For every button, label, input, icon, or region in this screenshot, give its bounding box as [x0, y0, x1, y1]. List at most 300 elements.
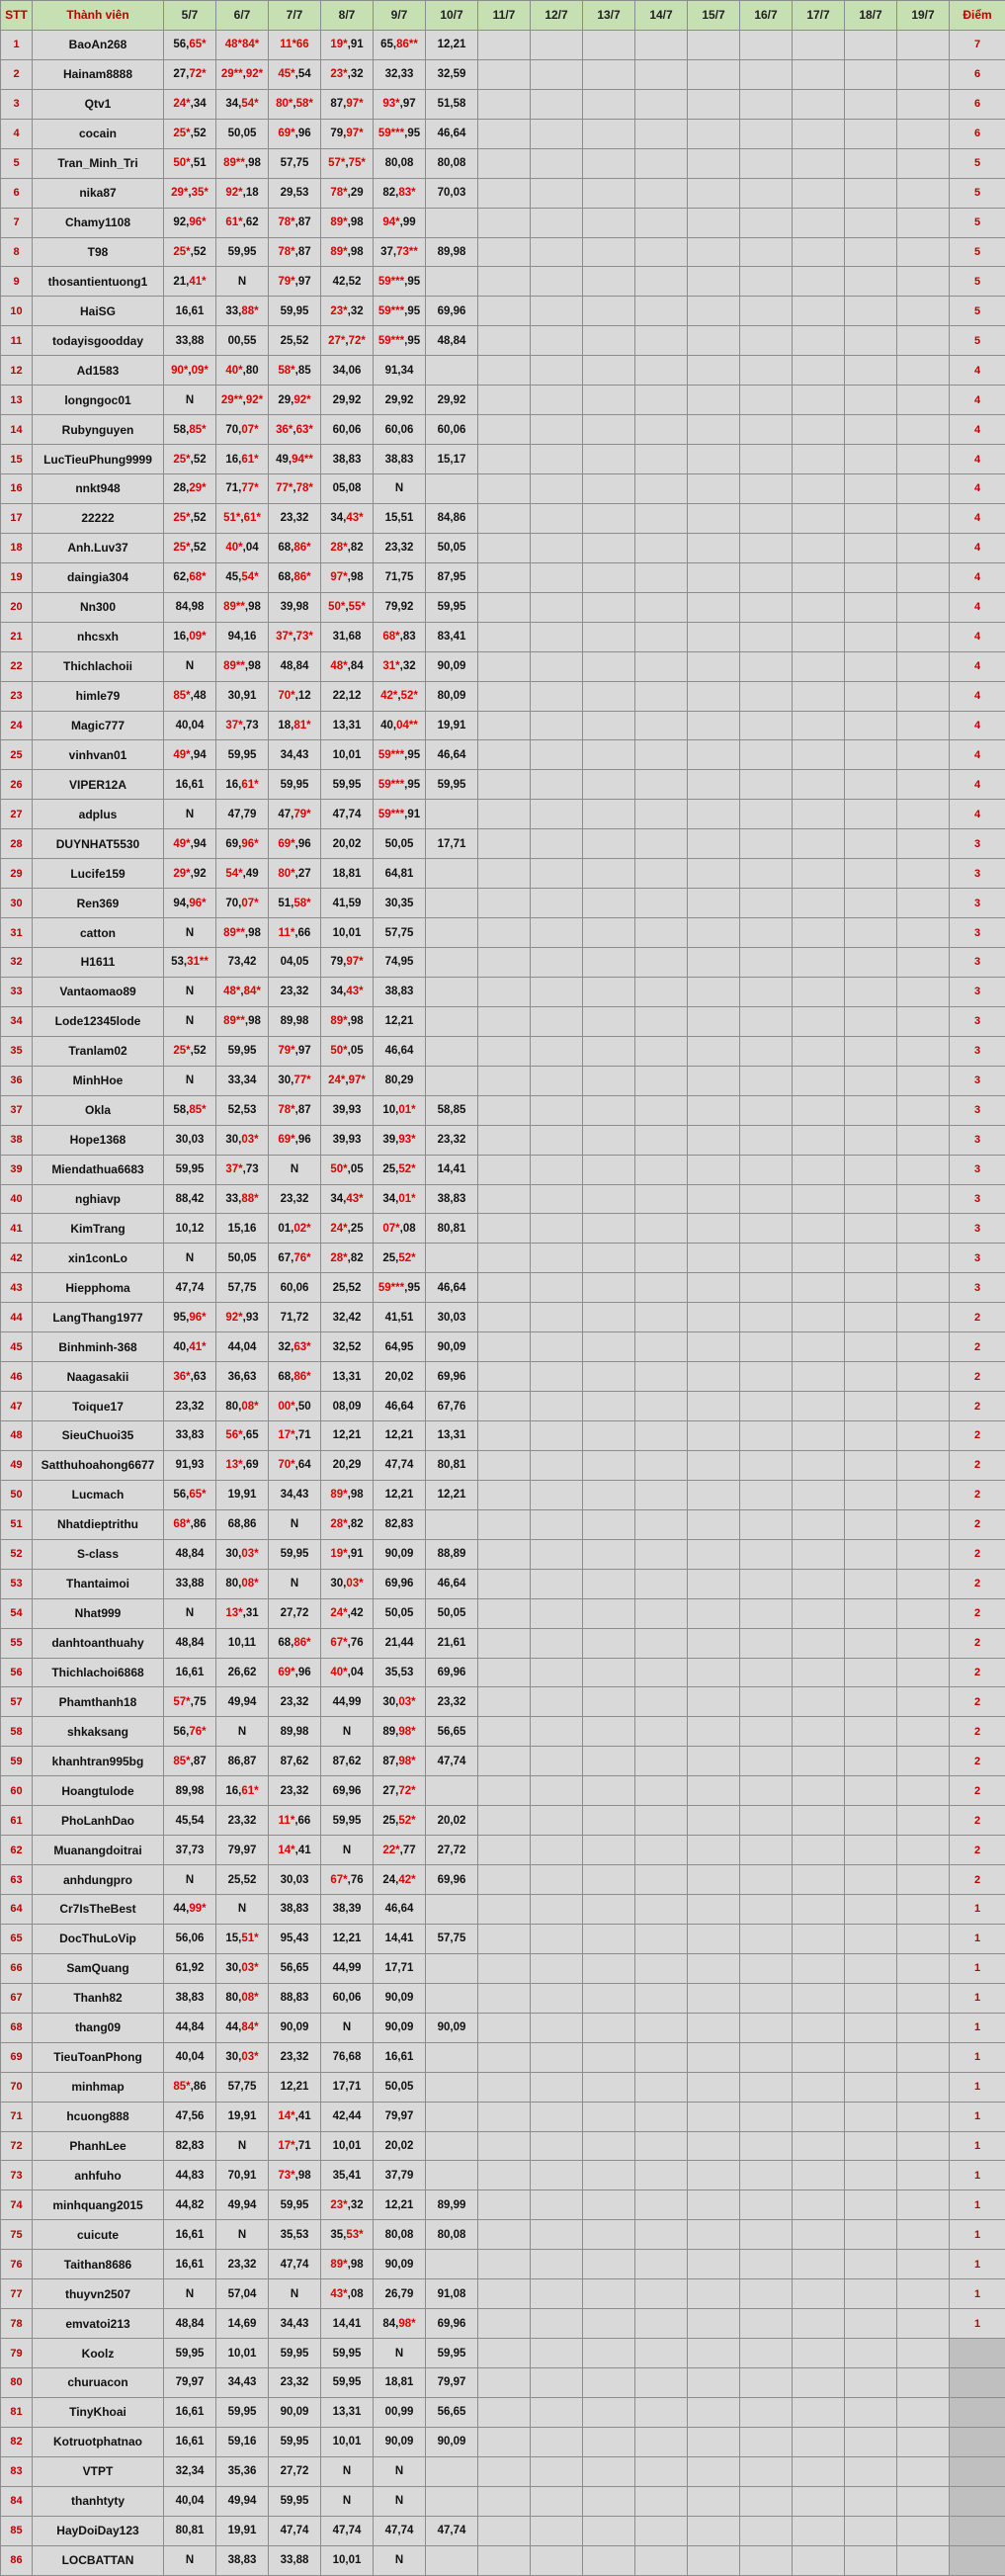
pick-cell — [635, 681, 688, 711]
pick-cell: 90,09 — [426, 651, 478, 681]
pick-cell — [531, 1450, 583, 1480]
pick-cell — [740, 2042, 793, 2072]
pick-number: 84 — [351, 660, 364, 672]
hit-number: 76* — [293, 1252, 310, 1264]
separator: , — [186, 571, 189, 583]
row-stt: 25 — [1, 740, 33, 770]
pick-cell: 12,21 — [374, 2190, 426, 2220]
pick-number: 75 — [194, 1696, 207, 1708]
member-name: Chamy1108 — [33, 208, 164, 237]
pick-cell — [688, 148, 740, 178]
pick-cell — [897, 2102, 950, 2131]
hit-number: 51* — [223, 512, 240, 524]
separator: , — [348, 1015, 351, 1027]
pick-cell — [478, 1924, 531, 1953]
pick-cell: 34,06 — [321, 356, 374, 386]
pick-cell — [374, 30, 426, 59]
pick-cell — [897, 681, 950, 711]
pick-cell: 23,32 — [269, 2368, 321, 2398]
member-name: PhanhLee — [33, 2131, 164, 2161]
pick-cell — [164, 1509, 216, 1539]
header-date: 9/7 — [374, 1, 426, 31]
table-row — [1, 918, 1005, 948]
pick-cell — [583, 1006, 635, 1036]
pick-number: 45 — [225, 571, 238, 583]
pick-cell — [164, 415, 216, 445]
pick-cell — [793, 1244, 845, 1273]
pick-cell: 79,97 — [216, 1836, 269, 1865]
pick-cell — [269, 474, 321, 504]
pick-cell — [845, 386, 897, 415]
pick-cell: 90,09 — [374, 1539, 426, 1569]
pick-cell: 38,39 — [321, 1895, 374, 1925]
pick-cell: 48,84 — [164, 1539, 216, 1569]
score-cell: 4 — [950, 356, 1005, 386]
member-name: longngoc01 — [33, 386, 164, 415]
pick-cell — [793, 1895, 845, 1925]
pick-cell: 47,74 — [321, 800, 374, 829]
pick-cell — [740, 1036, 793, 1066]
hit-number: 52* — [398, 1815, 415, 1827]
pick-cell — [845, 2042, 897, 2072]
separator: , — [295, 2170, 298, 2182]
table-row — [1, 1628, 1005, 1658]
pick-cell — [740, 208, 793, 237]
separator: , — [238, 1992, 241, 2004]
pick-cell: N — [321, 1836, 374, 1865]
pick-cell — [688, 977, 740, 1006]
row-stt: 16 — [1, 474, 33, 504]
pick-number: 41 — [298, 2110, 311, 2122]
pick-cell — [216, 503, 269, 533]
pick-cell — [793, 2486, 845, 2516]
pick-cell — [583, 2397, 635, 2427]
row-stt: 5 — [1, 148, 33, 178]
pick-cell — [531, 1184, 583, 1214]
pick-cell: 67,76 — [426, 1392, 478, 1421]
pick-cell — [583, 2250, 635, 2279]
pick-cell: 50,05 — [216, 1244, 269, 1273]
pick-cell — [845, 119, 897, 148]
pick-cell: 33,88 — [269, 2545, 321, 2575]
hit-number: 69* — [278, 128, 294, 139]
pick-cell — [269, 267, 321, 297]
pick-cell — [478, 59, 531, 89]
pick-cell: 82,83 — [164, 2131, 216, 2161]
separator: , — [295, 690, 298, 702]
separator: , — [186, 1903, 189, 1915]
hit-number: 97* — [346, 128, 363, 139]
pick-cell — [164, 681, 216, 711]
pick-cell — [845, 1184, 897, 1214]
pick-cell — [478, 1244, 531, 1273]
pick-cell — [740, 948, 793, 978]
pick-cell — [321, 1006, 374, 1036]
pick-cell — [583, 1214, 635, 1244]
score-cell: 3 — [950, 1006, 1005, 1036]
pick-number: 34 — [194, 98, 207, 110]
pick-cell — [478, 622, 531, 651]
table-row — [1, 2161, 1005, 2190]
pick-cell — [269, 237, 321, 267]
pick-cell: 14,41 — [426, 1155, 478, 1184]
hit-number: 27* — [328, 335, 345, 347]
pick-cell — [845, 1273, 897, 1303]
pick-cell — [216, 148, 269, 178]
separator: , — [348, 39, 351, 50]
pick-cell — [583, 2042, 635, 2072]
pick-cell: 44,84 — [164, 2013, 216, 2042]
pick-cell — [897, 1421, 950, 1451]
pick-cell — [583, 178, 635, 208]
pick-number: 50 — [298, 1401, 311, 1413]
pick-cell — [216, 178, 269, 208]
pick-cell: 23,32 — [374, 533, 426, 562]
member-name: todayisgoodday — [33, 326, 164, 356]
pick-cell — [321, 1214, 374, 1244]
pick-cell: N — [164, 1006, 216, 1036]
pick-cell — [531, 1628, 583, 1658]
table-row — [1, 770, 1005, 800]
pick-cell — [374, 622, 426, 651]
pick-cell — [583, 386, 635, 415]
pick-cell — [164, 859, 216, 889]
pick-cell — [583, 1392, 635, 1421]
hit-number: 03* — [241, 1962, 258, 1974]
pick-cell: 31,68 — [321, 622, 374, 651]
pick-number: 95 — [407, 335, 420, 347]
pick-cell: 17,71 — [374, 1953, 426, 1983]
pick-number: 34 — [330, 986, 343, 997]
pick-cell: 57,04 — [216, 2279, 269, 2309]
pick-cell — [635, 889, 688, 918]
pick-number: 49 — [246, 868, 259, 880]
pick-cell — [635, 1362, 688, 1392]
pick-cell — [897, 2013, 950, 2042]
pick-cell — [845, 1836, 897, 1865]
hit-number: 29** — [221, 394, 243, 406]
pick-cell — [478, 1569, 531, 1598]
pick-cell: N — [164, 1244, 216, 1273]
pick-cell: 12,21 — [374, 1421, 426, 1451]
pick-cell — [688, 740, 740, 770]
pick-cell — [478, 178, 531, 208]
pick-cell: 46,64 — [426, 740, 478, 770]
pick-cell — [531, 1687, 583, 1717]
pick-cell — [478, 948, 531, 978]
member-name: Rubynguyen — [33, 415, 164, 445]
pick-cell — [164, 1332, 216, 1362]
pick-cell — [845, 829, 897, 859]
separator: , — [291, 1252, 293, 1264]
pick-cell — [740, 2250, 793, 2279]
pick-cell — [635, 30, 688, 59]
pick-cell: 18,81 — [321, 859, 374, 889]
pick-number: 64 — [298, 1459, 311, 1471]
hit-number: 88* — [241, 305, 258, 317]
member-name: Hope1368 — [33, 1125, 164, 1155]
pick-cell — [793, 2309, 845, 2339]
pick-cell — [478, 651, 531, 681]
separator: , — [295, 246, 298, 258]
separator: , — [348, 1252, 351, 1264]
pick-cell — [478, 237, 531, 267]
pick-cell — [688, 2161, 740, 2190]
pick-cell — [897, 770, 950, 800]
row-stt: 39 — [1, 1155, 33, 1184]
hit-number: 98* — [398, 2318, 415, 2330]
pick-cell — [897, 2131, 950, 2161]
pick-cell — [845, 297, 897, 326]
pick-cell — [740, 1747, 793, 1776]
separator: , — [400, 98, 403, 110]
score-cell: 1 — [950, 2279, 1005, 2309]
table-row — [1, 2102, 1005, 2131]
pick-cell — [531, 2131, 583, 2161]
pick-cell — [897, 1569, 950, 1598]
pick-cell: 57,75 — [269, 148, 321, 178]
pick-cell — [897, 237, 950, 267]
pick-cell: 32,59 — [426, 59, 478, 89]
pick-cell — [635, 562, 688, 592]
pick-cell — [531, 445, 583, 474]
pick-cell — [321, 533, 374, 562]
hit-number: 31* — [382, 660, 399, 672]
pick-cell — [688, 208, 740, 237]
member-name: DUYNHAT5530 — [33, 829, 164, 859]
pick-cell — [897, 2220, 950, 2250]
pick-cell — [845, 1303, 897, 1332]
separator: , — [395, 1756, 398, 1767]
pick-cell — [531, 2250, 583, 2279]
pick-cell — [321, 119, 374, 148]
pick-cell: N — [216, 2220, 269, 2250]
row-stt: 4 — [1, 119, 33, 148]
score-cell: 4 — [950, 503, 1005, 533]
pick-cell — [583, 918, 635, 948]
member-name: Koolz — [33, 2339, 164, 2368]
table-row — [1, 1924, 1005, 1953]
table-row — [1, 1392, 1005, 1421]
member-name: KimTrang — [33, 1214, 164, 1244]
row-stt: 33 — [1, 977, 33, 1006]
pick-cell — [583, 119, 635, 148]
pick-cell — [897, 651, 950, 681]
pick-cell — [426, 1983, 478, 2013]
pick-cell: 42,44 — [321, 2102, 374, 2131]
pick-cell — [688, 711, 740, 740]
pick-cell — [740, 918, 793, 948]
pick-cell — [216, 474, 269, 504]
pick-number: 71 — [298, 1429, 311, 1441]
hit-number: 19* — [330, 39, 347, 50]
pick-cell — [688, 237, 740, 267]
pick-cell: 16,61 — [164, 1658, 216, 1687]
pick-cell: 91,34 — [374, 356, 426, 386]
separator: , — [395, 1163, 398, 1175]
pick-cell — [374, 1184, 426, 1214]
hit-number: 54* — [241, 98, 258, 110]
separator: , — [348, 542, 351, 554]
hit-number: 92* — [293, 394, 310, 406]
pick-cell — [897, 1865, 950, 1895]
pick-cell — [426, 2042, 478, 2072]
pick-cell — [269, 1658, 321, 1687]
pick-number: 34 — [330, 1193, 343, 1205]
pick-cell: 40,04 — [164, 2042, 216, 2072]
hit-number: 63* — [293, 1341, 310, 1353]
pick-cell — [583, 1598, 635, 1628]
score-cell: 1 — [950, 2161, 1005, 2190]
pick-cell: 34,43 — [269, 740, 321, 770]
pick-cell — [845, 1480, 897, 1509]
separator: , — [343, 1578, 346, 1589]
pick-number: 12 — [298, 690, 311, 702]
pick-cell: 17,71 — [426, 829, 478, 859]
pick-cell — [635, 2339, 688, 2368]
hit-number: 85* — [173, 690, 190, 702]
pick-cell: 59,95 — [269, 2190, 321, 2220]
pick-cell — [478, 386, 531, 415]
pick-cell — [531, 2190, 583, 2220]
pick-cell — [897, 859, 950, 889]
hit-number: 89* — [330, 1489, 347, 1501]
pick-cell — [793, 2220, 845, 2250]
hit-number: 73** — [396, 246, 418, 258]
pick-cell — [688, 770, 740, 800]
pick-cell: 87,62 — [321, 1747, 374, 1776]
table-row — [1, 2339, 1005, 2368]
hit-number: 96* — [189, 1312, 206, 1324]
score-cell: 6 — [950, 119, 1005, 148]
pick-cell — [321, 1628, 374, 1658]
hit-number: 84* — [244, 986, 261, 997]
pick-number: 86 — [194, 1518, 207, 1530]
member-name: Okla — [33, 1095, 164, 1125]
hit-number: 50* — [328, 601, 345, 613]
separator: , — [291, 1371, 293, 1383]
separator: , — [404, 305, 407, 317]
pick-cell — [740, 89, 793, 119]
pick-cell — [635, 651, 688, 681]
pick-cell: 33,88 — [164, 326, 216, 356]
pick-cell — [793, 977, 845, 1006]
pick-cell — [426, 2072, 478, 2102]
row-stt: 30 — [1, 889, 33, 918]
separator: , — [291, 898, 293, 909]
pick-cell — [531, 1569, 583, 1598]
separator: , — [343, 98, 346, 110]
pick-number: 24 — [382, 1874, 395, 1886]
hit-number: 11* — [279, 927, 295, 939]
pick-cell — [216, 1953, 269, 1983]
pick-cell — [531, 1125, 583, 1155]
score-cell: 4 — [950, 622, 1005, 651]
pick-cell: 12,21 — [269, 2072, 321, 2102]
row-stt: 26 — [1, 770, 33, 800]
pick-cell — [688, 1095, 740, 1125]
pick-cell — [583, 326, 635, 356]
pick-cell — [635, 89, 688, 119]
pick-cell — [793, 1747, 845, 1776]
pick-cell — [897, 1806, 950, 1836]
pick-cell: 46,64 — [426, 1273, 478, 1303]
score-cell: 4 — [950, 474, 1005, 504]
table-row — [1, 1569, 1005, 1598]
hit-number: 90* — [171, 365, 188, 377]
pick-cell — [269, 59, 321, 89]
pick-cell: 10,01 — [321, 2427, 374, 2456]
score-cell: 5 — [950, 267, 1005, 297]
pick-cell: N — [164, 1598, 216, 1628]
pick-cell — [740, 2279, 793, 2309]
pick-cell — [583, 889, 635, 918]
pick-cell — [374, 297, 426, 326]
header-date: 10/7 — [426, 1, 478, 31]
pick-cell — [897, 2190, 950, 2220]
separator: , — [295, 216, 298, 228]
hit-number: 59*** — [378, 1282, 404, 1294]
pick-cell — [583, 711, 635, 740]
pick-cell: 21,44 — [374, 1628, 426, 1658]
pick-cell — [531, 1214, 583, 1244]
hit-number: 96* — [189, 216, 206, 228]
pick-cell — [478, 889, 531, 918]
pick-cell — [478, 2013, 531, 2042]
table-row — [1, 740, 1005, 770]
row-stt: 28 — [1, 829, 33, 859]
pick-cell — [583, 592, 635, 622]
pick-cell — [583, 1095, 635, 1125]
pick-cell: N — [164, 2545, 216, 2575]
hit-number: 79* — [278, 1045, 294, 1057]
pick-cell: 44,82 — [164, 2190, 216, 2220]
pick-cell — [164, 208, 216, 237]
pick-cell — [478, 297, 531, 326]
pick-cell — [635, 1776, 688, 1806]
pick-cell — [740, 2013, 793, 2042]
score-cell: 3 — [950, 859, 1005, 889]
pick-cell — [740, 1895, 793, 1925]
pick-cell — [635, 1066, 688, 1095]
member-name: Lucife159 — [33, 859, 164, 889]
hit-number: 67* — [330, 1874, 347, 1886]
score-cell: 1 — [950, 2190, 1005, 2220]
pick-cell — [216, 889, 269, 918]
pick-cell — [164, 1480, 216, 1509]
pick-cell — [531, 1392, 583, 1421]
pick-cell — [740, 2102, 793, 2131]
table-row — [1, 1450, 1005, 1480]
hit-number: 28* — [330, 1518, 347, 1530]
separator: , — [238, 1548, 241, 1560]
pick-cell — [531, 119, 583, 148]
pick-cell — [478, 2220, 531, 2250]
pick-cell — [740, 1450, 793, 1480]
pick-cell — [269, 1392, 321, 1421]
pick-cell — [164, 237, 216, 267]
separator: , — [191, 1518, 194, 1530]
separator: , — [404, 749, 407, 761]
table-row — [1, 562, 1005, 592]
pick-cell: 47,74 — [164, 1273, 216, 1303]
pick-cell — [793, 918, 845, 948]
pick-cell — [688, 2042, 740, 2072]
pick-cell — [793, 533, 845, 562]
pick-cell — [897, 1983, 950, 2013]
pick-cell — [269, 889, 321, 918]
header-date: 17/7 — [793, 1, 845, 31]
